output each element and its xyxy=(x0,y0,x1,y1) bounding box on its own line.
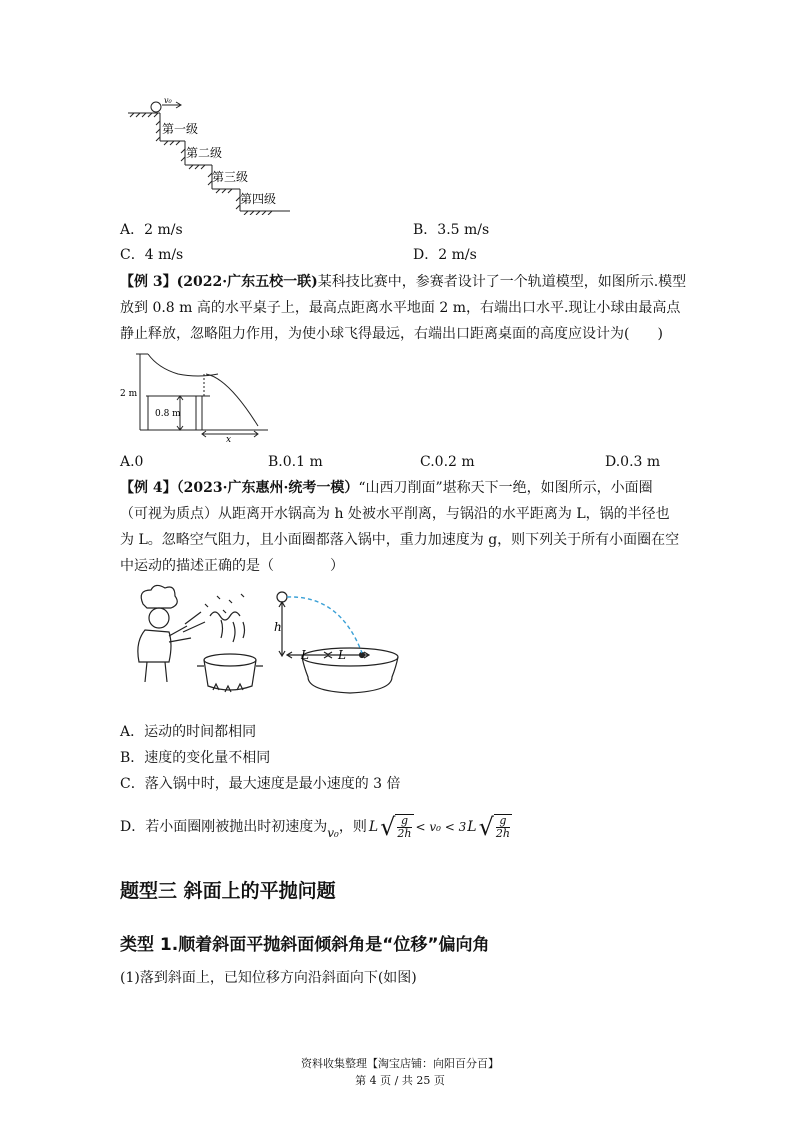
diagram-L2: L xyxy=(338,648,346,662)
example3-source: (2022·广东五校一联) xyxy=(176,274,318,290)
sqrt-1: √ $\frac{g}{2h}$ xyxy=(380,813,412,841)
chef-illustration xyxy=(125,582,270,702)
example4-source: （2023·广东惠州·统考一模） xyxy=(176,480,359,496)
ex3-option-b: B.0.1 m xyxy=(268,454,323,470)
example4-line2: （可视为质点）从距离开水锅高为 h 处被水平削离，与锅沿的水平距离为 L，锅的半径也 xyxy=(120,506,670,522)
formula-lt: < v₀ < 3 xyxy=(415,820,467,834)
formula-L: L xyxy=(368,819,379,835)
ex4-option-d-then: ，则 xyxy=(338,819,367,835)
example4-tag: 【例 4】 xyxy=(120,480,177,496)
formula-L2: L xyxy=(467,819,477,835)
section-paragraph: (1)落到斜面上，已知位移方向沿斜面向下(如图) xyxy=(120,970,417,986)
ex3-option-d: D.0.3 m xyxy=(605,454,661,470)
ex4-option-b: B．速度的变化量不相同 xyxy=(120,750,271,766)
track-x: x xyxy=(226,435,232,443)
option-c: C．4 m/s xyxy=(120,247,184,263)
step-4-label: 第四级 xyxy=(240,192,277,206)
v0-label: v₀ xyxy=(164,96,172,105)
sqrt-2-num: g xyxy=(499,814,507,827)
sqrt-1-num: g xyxy=(400,814,408,827)
step-1-label: 第一级 xyxy=(162,122,199,136)
footer-page-number: 第 4 页 / 共 25 页 xyxy=(355,1074,445,1087)
diagram-L1: L xyxy=(301,648,309,662)
option-d: D．2 m/s xyxy=(413,247,477,263)
ex3-option-a: A.0 xyxy=(120,454,144,470)
section-subtitle: 类型 1.顺着斜面平抛斜面倾斜角是“位移”偏向角 xyxy=(120,935,490,955)
example3-text1: 某科技比赛中，参赛者设计了一个轨道模型，如图所示.模型 xyxy=(317,274,687,290)
ex4-option-c: C．落入锅中时，最大速度是最小速度的 3 倍 xyxy=(120,776,401,792)
ex3-option-c: C.0.2 m xyxy=(420,454,475,470)
section-title: 题型三 斜面上的平抛问题 xyxy=(120,880,336,902)
example4-line3: 为 L。忽略空气阻力，且小面圈都落入锅中，重力加速度为 g，则下列关于所有小面圈在空 xyxy=(120,532,680,548)
footer-source: 资料收集整理【淘宝店铺：向阳百分百】 xyxy=(301,1057,499,1070)
sqrt-1-den: 2h xyxy=(397,827,412,840)
track-h-table: 0.8 m xyxy=(155,409,181,419)
ex4-option-d-prefix: D．若小面圈刚被抛出时初速度为 xyxy=(120,819,328,835)
example3-tag: 【例 3】 xyxy=(120,274,177,290)
sqrt-2-den: 2h xyxy=(495,827,510,840)
example4-line1 xyxy=(120,478,653,498)
step-3-label: 第三级 xyxy=(212,170,249,184)
option-b: B．3.5 m/s xyxy=(413,222,490,238)
diagram-h: h xyxy=(274,620,282,634)
example4-text1: “山西刀削面”堪称天下一绝，如图所示，小面圈 xyxy=(358,480,653,496)
stairs-figure xyxy=(120,95,330,215)
track-figure xyxy=(118,348,278,443)
track-h-total: 2 m xyxy=(120,389,138,399)
option-a: A．2 m/s xyxy=(120,222,183,238)
example4-line4: 中运动的描述正确的是（ ） xyxy=(120,558,344,574)
step-2-label: 第二级 xyxy=(186,146,223,160)
sqrt-2: √ $\frac{g}{2h}$ xyxy=(478,813,510,841)
ex4-option-a: A．运动的时间都相同 xyxy=(120,724,257,740)
pot-diagram xyxy=(270,585,410,700)
ex4-option-d xyxy=(120,812,514,842)
ex4-option-d-v0: v₀ xyxy=(327,826,339,840)
example3-line3: 静止释放，忽略阻力作用，为使小球飞得最远，右端出口距离桌面的高度应设计为( ) xyxy=(120,326,663,342)
example3-line2: 放到 0.8 m 高的水平桌子上，最高点距离水平地面 2 m，右端出口水平.现让小球由最高点 xyxy=(120,300,681,316)
example3-line1 xyxy=(120,272,700,292)
